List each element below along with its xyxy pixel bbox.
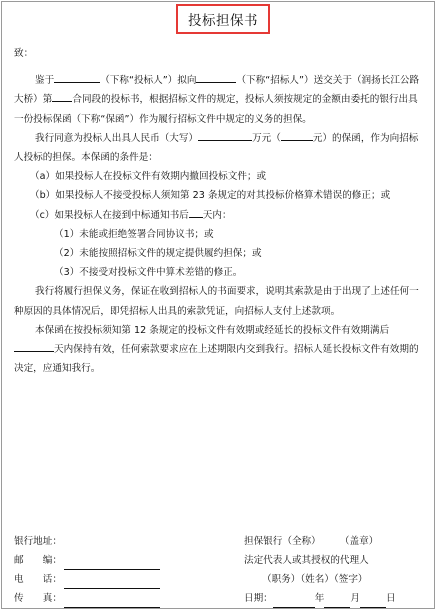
- fax-label: 传 真：: [14, 593, 62, 604]
- paragraph-whereas: [14, 71, 424, 129]
- condition-c-text-2: 天内：: [202, 209, 232, 221]
- position-name-signature-label: （职务）（姓名）（签字）: [262, 574, 368, 585]
- recipient-line: 致：: [14, 48, 34, 59]
- para1-text-4: 合同段的投标书，根据招标文件的规定，投标人须按规定的金额由委托的银行出具一份投标保函（下称“保函”）作为履行招标文件中规定的义务的担保。: [14, 94, 418, 125]
- amount-words-blank[interactable]: [198, 129, 252, 141]
- date-label: 日期：: [244, 593, 273, 604]
- month-field[interactable]: [324, 595, 350, 608]
- condition-c: [14, 206, 424, 225]
- sub-item: （3）不接受对投标文件中算术差错的修正。: [54, 267, 243, 279]
- postcode-label: 邮 编：: [14, 555, 62, 566]
- phone-row: [14, 570, 204, 589]
- validity-days-blank[interactable]: [14, 340, 54, 352]
- fax-field[interactable]: [64, 595, 160, 608]
- para2-text-1: 我行同意为投标人出具人民币（大写）: [35, 132, 199, 144]
- year-label: 年: [314, 593, 325, 604]
- position-row: [244, 570, 424, 589]
- representative-row: [244, 551, 424, 570]
- contract-section-blank[interactable]: [52, 90, 72, 102]
- title-highlight-box: [176, 4, 270, 34]
- date-row: [244, 589, 424, 608]
- day-field[interactable]: [360, 595, 386, 608]
- spacer: [14, 63, 424, 71]
- month-label: 月: [350, 593, 360, 604]
- para1-text-2: （下称“投标人”）拟向: [100, 75, 197, 87]
- bank-address-row: [14, 532, 204, 551]
- tenderee-name-blank[interactable]: [196, 71, 236, 83]
- year-field[interactable]: [273, 595, 315, 608]
- signature-block: [244, 532, 424, 608]
- condition-a: （a）如果投标人在投标文件有效期内撤回投标文件；或: [30, 171, 267, 183]
- bank-address-label: 银行地址：: [14, 536, 62, 547]
- phone-label: 电 话：: [14, 574, 62, 585]
- guarantor-bank-label: 担保银行（全称） （盖章）: [244, 536, 379, 547]
- para1-text-3: （下称“招标人”）送交关于（润扬长江公路大桥）第: [14, 75, 420, 106]
- postcode-row: [14, 551, 204, 570]
- days-after-award-blank[interactable]: [189, 206, 203, 218]
- sub-item: （2）未能按照招标文件的规定提供履约担保；或: [54, 248, 262, 260]
- paragraph-guarantee-amount: [14, 129, 424, 167]
- fax-row: [14, 589, 204, 608]
- document-body: [14, 44, 424, 378]
- amount-figures-blank[interactable]: [281, 129, 313, 141]
- day-label: 日: [385, 593, 396, 604]
- guarantor-row: [244, 532, 424, 551]
- sub-item: （1）未能或拒绝签署合同协议书；或: [54, 228, 214, 240]
- paragraph-obligation: 我行将履行担保义务，保证在收到招标人的书面要求，说明其索款是由于出现了上述任何一种原因的具体情况后，即凭招标人出具的索款凭证，向招标人支付上述款项。: [14, 286, 419, 317]
- para4-text-2: 天内保持有效，任何索款要求应在上述期限内交到我行。招标人延长投标文件有效期的决定，应通知我行。: [14, 344, 419, 375]
- condition-b: （b）如果投标人不接受投标人须知第 23 条规定的对其投标价格算术错误的修正；或: [30, 190, 391, 202]
- para1-text-1: 鉴于: [35, 75, 55, 87]
- postcode-field[interactable]: [64, 557, 160, 570]
- bank-contact-block: [14, 532, 204, 608]
- representative-label: 法定代表人或其授权的代理人: [244, 555, 369, 566]
- para2-text-3: 元）的保函，作为向招标人投标的担保。本保函的条件是：: [14, 132, 419, 164]
- document-title: 投标担保书: [188, 13, 258, 29]
- phone-field[interactable]: [64, 576, 160, 589]
- para4-text-1: 本保函在按投标须知第 12 条规定的投标文件有效期或经延长的投标文件有效期满后: [35, 324, 390, 336]
- bidder-name-blank[interactable]: [54, 71, 100, 83]
- paragraph-validity: [14, 321, 424, 379]
- para2-text-2: 万元（: [252, 132, 281, 144]
- condition-c-text-1: （c）如果投标人在接到中标通知书后: [30, 209, 189, 221]
